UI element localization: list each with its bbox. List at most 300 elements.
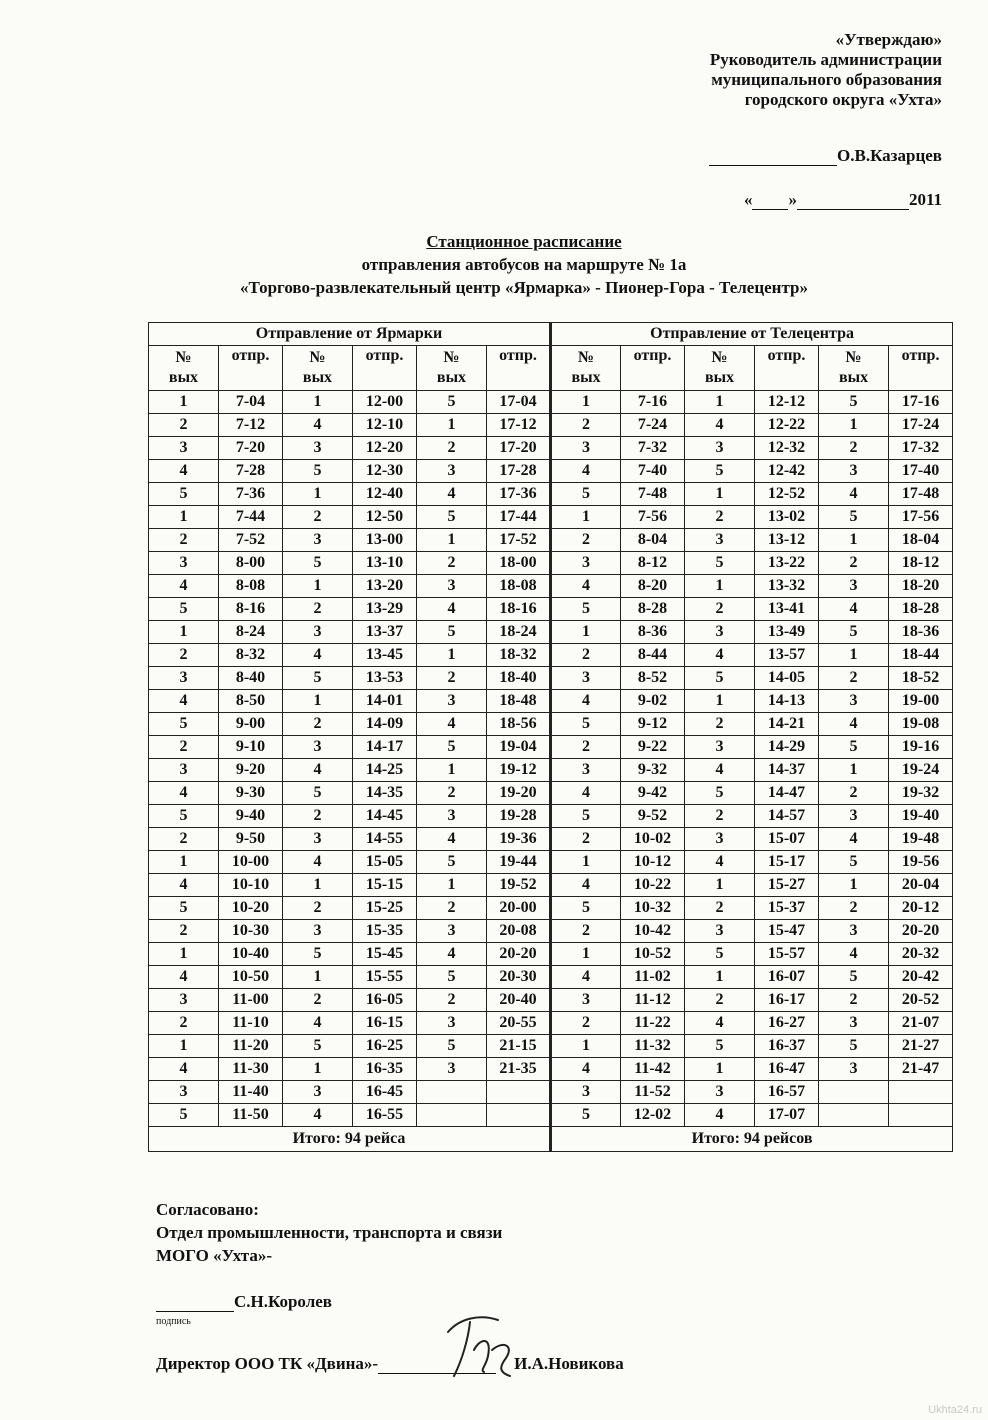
cell-departure-time: 9-20 [219, 759, 283, 782]
cell-exit-no: 5 [685, 943, 755, 966]
cell-departure-time: 17-24 [889, 414, 953, 437]
approval-position: Руководитель администрации [709, 50, 942, 69]
table-row [149, 460, 953, 483]
cell-departure-time: 8-08 [219, 575, 283, 598]
cell-exit-no: 2 [551, 828, 621, 851]
cell-departure-time: 12-40 [353, 483, 417, 506]
cell-departure-time: 14-47 [755, 782, 819, 805]
cell-departure-time: 14-13 [755, 690, 819, 713]
cell-departure-time: 20-20 [889, 920, 953, 943]
cell-departure-time: 17-40 [889, 460, 953, 483]
totals-row [149, 1127, 953, 1152]
cell-departure-time: 11-40 [219, 1081, 283, 1104]
cell-exit-no: 1 [819, 874, 889, 897]
cell-departure-time: 20-30 [487, 966, 551, 989]
approval-organization: муниципального образования [711, 70, 942, 89]
cell-departure-time [889, 1104, 953, 1127]
cell-departure-time: 7-04 [219, 391, 283, 414]
cell-departure-time: 12-50 [353, 506, 417, 529]
cell-exit-no: 3 [417, 1012, 487, 1035]
cell-departure-time: 17-07 [755, 1104, 819, 1127]
cell-exit-no: 2 [149, 736, 219, 759]
cell-exit-no: 3 [149, 437, 219, 460]
cell-departure-time: 18-20 [889, 575, 953, 598]
cell-exit-no: 1 [819, 644, 889, 667]
cell-exit-no: 4 [551, 575, 621, 598]
cell-exit-no: 3 [685, 828, 755, 851]
cell-departure-time: 14-37 [755, 759, 819, 782]
agreed-municipality: МОГО «Ухта»- [156, 1246, 273, 1265]
cell-exit-no: 5 [417, 966, 487, 989]
cell-exit-no: 4 [417, 713, 487, 736]
cell-departure-time: 9-10 [219, 736, 283, 759]
cell-exit-no: 1 [685, 391, 755, 414]
cell-departure-time: 8-12 [621, 552, 685, 575]
cell-departure-time: 10-42 [621, 920, 685, 943]
table-row [149, 897, 953, 920]
cell-departure-time: 13-57 [755, 644, 819, 667]
cell-departure-time: 15-05 [353, 851, 417, 874]
cell-exit-no: 2 [551, 920, 621, 943]
cell-exit-no: 3 [819, 805, 889, 828]
cell-departure-time: 18-40 [487, 667, 551, 690]
cell-departure-time: 19-12 [487, 759, 551, 782]
table-row [149, 1058, 953, 1081]
cell-departure-time: 13-02 [755, 506, 819, 529]
cell-exit-no: 4 [819, 713, 889, 736]
cell-departure-time: 16-45 [353, 1081, 417, 1104]
cell-exit-no: 1 [551, 506, 621, 529]
cell-exit-no: 4 [283, 759, 353, 782]
cell-departure-time: 16-05 [353, 989, 417, 1012]
cell-departure-time: 17-16 [889, 391, 953, 414]
cell-departure-time: 8-44 [621, 644, 685, 667]
table-row [149, 552, 953, 575]
cell-exit-no: 3 [149, 667, 219, 690]
cell-departure-time: 7-28 [219, 460, 283, 483]
approval-date-line [709, 190, 942, 210]
cell-departure-time: 15-27 [755, 874, 819, 897]
cell-exit-no: 4 [283, 644, 353, 667]
cell-exit-no: 4 [685, 759, 755, 782]
cell-exit-no: 1 [149, 506, 219, 529]
cell-departure-time: 7-36 [219, 483, 283, 506]
cell-departure-time: 7-52 [219, 529, 283, 552]
cell-departure-time: 18-36 [889, 621, 953, 644]
cell-departure-time: 11-42 [621, 1058, 685, 1081]
cell-exit-no: 3 [685, 437, 755, 460]
cell-exit-no: 5 [551, 805, 621, 828]
cell-exit-no: 5 [819, 506, 889, 529]
cell-exit-no: 1 [417, 414, 487, 437]
cell-departure-time: 20-55 [487, 1012, 551, 1035]
cell-exit-no: 2 [149, 414, 219, 437]
table-row [149, 782, 953, 805]
cell-departure-time: 13-41 [755, 598, 819, 621]
cell-exit-no: 4 [685, 851, 755, 874]
cell-exit-no: 3 [149, 759, 219, 782]
cell-departure-time: 11-20 [219, 1035, 283, 1058]
table-row [149, 690, 953, 713]
cell-departure-time: 18-24 [487, 621, 551, 644]
section-left-header: Отправление от Ярмарки [149, 323, 551, 346]
cell-departure-time: 20-12 [889, 897, 953, 920]
cell-exit-no: 1 [819, 529, 889, 552]
cell-exit-no: 1 [819, 414, 889, 437]
cell-exit-no: 1 [685, 575, 755, 598]
cell-exit-no: 3 [149, 1081, 219, 1104]
cell-exit-no: 5 [819, 621, 889, 644]
cell-exit-no: 5 [685, 667, 755, 690]
cell-exit-no: 3 [551, 437, 621, 460]
cell-exit-no: 4 [819, 483, 889, 506]
cell-departure-time: 15-25 [353, 897, 417, 920]
handwritten-signature [440, 1310, 530, 1390]
cell-departure-time: 13-49 [755, 621, 819, 644]
cell-exit-no: 5 [417, 506, 487, 529]
cell-departure-time: 14-09 [353, 713, 417, 736]
cell-departure-time: 7-20 [219, 437, 283, 460]
cell-exit-no: 1 [417, 644, 487, 667]
cell-exit-no: 3 [283, 529, 353, 552]
cell-departure-time: 18-08 [487, 575, 551, 598]
cell-exit-no: 4 [149, 575, 219, 598]
table-row [149, 1012, 953, 1035]
cell-departure-time: 14-35 [353, 782, 417, 805]
table-row [149, 713, 953, 736]
col-header-departure: отпр. [755, 346, 819, 391]
approval-block [709, 30, 942, 210]
cell-departure-time: 20-00 [487, 897, 551, 920]
cell-departure-time [487, 1081, 551, 1104]
cell-departure-time: 10-02 [621, 828, 685, 851]
table-row [149, 943, 953, 966]
table-row [149, 1081, 953, 1104]
cell-departure-time: 16-25 [353, 1035, 417, 1058]
cell-departure-time: 7-44 [219, 506, 283, 529]
cell-exit-no: 2 [685, 598, 755, 621]
cell-departure-time: 8-20 [621, 575, 685, 598]
cell-departure-time: 11-32 [621, 1035, 685, 1058]
cell-exit-no: 1 [685, 483, 755, 506]
table-row [149, 989, 953, 1012]
cell-exit-no: 3 [417, 690, 487, 713]
cell-exit-no: 2 [149, 920, 219, 943]
cell-exit-no: 4 [819, 828, 889, 851]
date-open-quote: « [743, 190, 753, 209]
agreement-block [156, 1198, 502, 1267]
cell-exit-no: 1 [819, 759, 889, 782]
cell-exit-no: 2 [149, 1012, 219, 1035]
cell-departure-time: 10-40 [219, 943, 283, 966]
cell-exit-no [819, 1104, 889, 1127]
cell-exit-no: 1 [551, 391, 621, 414]
cell-departure-time: 18-48 [487, 690, 551, 713]
cell-exit-no: 4 [283, 414, 353, 437]
cell-departure-time: 13-32 [755, 575, 819, 598]
signature-caption: подпись [156, 1316, 191, 1327]
cell-departure-time: 20-40 [487, 989, 551, 1012]
cell-exit-no: 1 [149, 851, 219, 874]
cell-departure-time: 17-48 [889, 483, 953, 506]
cell-departure-time: 11-10 [219, 1012, 283, 1035]
signature-blank [156, 1293, 234, 1312]
approval-signature-line [709, 146, 942, 166]
cell-exit-no [417, 1104, 487, 1127]
cell-departure-time: 9-42 [621, 782, 685, 805]
table-row [149, 644, 953, 667]
cell-exit-no: 1 [551, 1035, 621, 1058]
cell-exit-no: 2 [551, 529, 621, 552]
section-right-header: Отправление от Телецентра [551, 323, 953, 346]
cell-exit-no: 2 [819, 667, 889, 690]
cell-departure-time: 18-32 [487, 644, 551, 667]
cell-exit-no: 5 [551, 713, 621, 736]
cell-departure-time: 10-12 [621, 851, 685, 874]
col-header-departure: отпр. [889, 346, 953, 391]
approval-district: городского округа «Ухта» [744, 90, 942, 109]
cell-departure-time: 15-15 [353, 874, 417, 897]
cell-departure-time: 18-00 [487, 552, 551, 575]
cell-exit-no: 5 [283, 460, 353, 483]
cell-departure-time: 11-22 [621, 1012, 685, 1035]
cell-departure-time: 7-12 [219, 414, 283, 437]
cell-exit-no: 5 [417, 736, 487, 759]
cell-exit-no: 1 [551, 851, 621, 874]
cell-departure-time: 14-57 [755, 805, 819, 828]
cell-departure-time: 10-22 [621, 874, 685, 897]
cell-exit-no: 2 [149, 529, 219, 552]
cell-exit-no: 2 [417, 552, 487, 575]
cell-exit-no: 4 [551, 874, 621, 897]
cell-departure-time: 9-32 [621, 759, 685, 782]
cell-departure-time: 10-50 [219, 966, 283, 989]
cell-departure-time: 9-12 [621, 713, 685, 736]
cell-departure-time: 13-12 [755, 529, 819, 552]
date-close-quote: » [788, 190, 797, 209]
table-row [149, 805, 953, 828]
cell-exit-no: 4 [283, 851, 353, 874]
col-header-exit-label: вых [838, 369, 869, 386]
cell-departure-time: 19-16 [889, 736, 953, 759]
title-main: Станционное расписание [426, 232, 622, 251]
cell-exit-no: 5 [551, 483, 621, 506]
table-row [149, 667, 953, 690]
cell-departure-time: 21-35 [487, 1058, 551, 1081]
cell-exit-no: 4 [149, 1058, 219, 1081]
cell-departure-time: 11-52 [621, 1081, 685, 1104]
cell-departure-time: 10-20 [219, 897, 283, 920]
cell-exit-no: 2 [685, 713, 755, 736]
cell-departure-time: 8-24 [219, 621, 283, 644]
cell-exit-no: 5 [685, 1035, 755, 1058]
cell-departure-time: 17-12 [487, 414, 551, 437]
cell-exit-no: 5 [149, 1104, 219, 1127]
signature-blank [709, 149, 837, 166]
director-label: Директор ООО ТК «Двина»- [156, 1354, 379, 1373]
cell-exit-no: 4 [551, 1058, 621, 1081]
cell-departure-time: 17-44 [487, 506, 551, 529]
cell-exit-no: 2 [283, 598, 353, 621]
table-row [149, 851, 953, 874]
col-header-departure: отпр. [487, 346, 551, 391]
cell-departure-time: 11-02 [621, 966, 685, 989]
cell-exit-no: 5 [417, 621, 487, 644]
cell-exit-no: 2 [417, 782, 487, 805]
cell-departure-time: 19-04 [487, 736, 551, 759]
cell-departure-time: 18-28 [889, 598, 953, 621]
cell-departure-time: 20-20 [487, 943, 551, 966]
cell-exit-no: 4 [685, 1104, 755, 1127]
cell-exit-no: 1 [149, 621, 219, 644]
cell-departure-time: 18-04 [889, 529, 953, 552]
cell-exit-no: 4 [685, 414, 755, 437]
cell-departure-time: 19-24 [889, 759, 953, 782]
cell-exit-no: 1 [685, 966, 755, 989]
director-line [156, 1354, 624, 1374]
cell-departure-time: 15-35 [353, 920, 417, 943]
cell-departure-time: 20-42 [889, 966, 953, 989]
col-header-no-symbol: № [175, 349, 192, 366]
cell-exit-no: 1 [283, 874, 353, 897]
table-row [149, 1104, 953, 1127]
cell-exit-no: 2 [417, 897, 487, 920]
table-row [149, 920, 953, 943]
cell-exit-no: 1 [283, 575, 353, 598]
cell-exit-no: 3 [551, 667, 621, 690]
cell-exit-no: 2 [685, 897, 755, 920]
cell-departure-time: 12-00 [353, 391, 417, 414]
cell-departure-time: 14-17 [353, 736, 417, 759]
cell-exit-no: 3 [283, 437, 353, 460]
cell-exit-no: 4 [149, 966, 219, 989]
section-header-row [149, 323, 953, 346]
cell-exit-no: 5 [283, 1035, 353, 1058]
cell-departure-time: 19-28 [487, 805, 551, 828]
cell-exit-no [417, 1081, 487, 1104]
cell-exit-no: 4 [551, 966, 621, 989]
cell-exit-no: 2 [819, 897, 889, 920]
cell-departure-time: 11-12 [621, 989, 685, 1012]
cell-departure-time: 15-55 [353, 966, 417, 989]
col-header-exit-no [417, 346, 487, 391]
cell-exit-no: 3 [819, 920, 889, 943]
cell-departure-time: 16-37 [755, 1035, 819, 1058]
cell-exit-no: 3 [551, 759, 621, 782]
cell-exit-no: 4 [819, 943, 889, 966]
cell-departure-time: 13-37 [353, 621, 417, 644]
cell-exit-no: 5 [149, 805, 219, 828]
cell-departure-time: 14-21 [755, 713, 819, 736]
cell-departure-time: 8-28 [621, 598, 685, 621]
cell-exit-no: 5 [417, 851, 487, 874]
cell-departure-time: 8-50 [219, 690, 283, 713]
cell-departure-time: 19-40 [889, 805, 953, 828]
cell-departure-time: 16-55 [353, 1104, 417, 1127]
cell-departure-time: 10-10 [219, 874, 283, 897]
cell-exit-no: 3 [685, 529, 755, 552]
cell-exit-no: 1 [417, 874, 487, 897]
title-subtitle: отправления автобусов на маршруте № 1а [361, 255, 687, 274]
cell-exit-no: 2 [685, 989, 755, 1012]
cell-departure-time: 15-45 [353, 943, 417, 966]
cell-exit-no: 2 [149, 828, 219, 851]
cell-exit-no: 1 [685, 874, 755, 897]
cell-exit-no: 3 [819, 1058, 889, 1081]
cell-departure-time: 17-36 [487, 483, 551, 506]
cell-exit-no: 3 [685, 1081, 755, 1104]
cell-exit-no: 4 [149, 782, 219, 805]
col-header-departure: отпр. [621, 346, 685, 391]
cell-exit-no: 4 [149, 690, 219, 713]
column-header-row [149, 346, 953, 391]
table-row [149, 529, 953, 552]
cell-departure-time: 18-44 [889, 644, 953, 667]
col-header-exit-no [283, 346, 353, 391]
table-row [149, 621, 953, 644]
cell-departure-time: 8-32 [219, 644, 283, 667]
col-header-exit-no [149, 346, 219, 391]
cell-exit-no: 5 [283, 552, 353, 575]
schedule-table [148, 322, 953, 1152]
cell-exit-no: 1 [551, 943, 621, 966]
cell-exit-no: 2 [417, 437, 487, 460]
cell-exit-no: 1 [417, 759, 487, 782]
cell-exit-no: 2 [417, 667, 487, 690]
cell-departure-time: 16-27 [755, 1012, 819, 1035]
cell-exit-no: 3 [819, 690, 889, 713]
col-header-exit-label: вых [704, 369, 735, 386]
cell-departure-time: 9-50 [219, 828, 283, 851]
cell-departure-time: 13-45 [353, 644, 417, 667]
col-header-exit-no [551, 346, 621, 391]
cell-departure-time: 20-08 [487, 920, 551, 943]
cell-exit-no: 2 [819, 552, 889, 575]
cell-departure-time: 7-40 [621, 460, 685, 483]
cell-departure-time: 19-08 [889, 713, 953, 736]
cell-exit-no: 3 [417, 460, 487, 483]
cell-departure-time: 14-25 [353, 759, 417, 782]
table-row [149, 1035, 953, 1058]
cell-departure-time: 19-44 [487, 851, 551, 874]
cell-departure-time: 13-00 [353, 529, 417, 552]
cell-exit-no: 3 [551, 552, 621, 575]
cell-departure-time: 18-56 [487, 713, 551, 736]
cell-exit-no: 1 [685, 1058, 755, 1081]
cell-exit-no: 3 [685, 736, 755, 759]
col-header-no-symbol: № [845, 349, 862, 366]
cell-exit-no: 4 [149, 874, 219, 897]
cell-exit-no: 5 [819, 966, 889, 989]
cell-departure-time: 20-04 [889, 874, 953, 897]
cell-exit-no: 1 [283, 483, 353, 506]
approval-heading: «Утверждаю» [835, 30, 942, 49]
cell-exit-no: 2 [283, 506, 353, 529]
cell-departure-time: 19-36 [487, 828, 551, 851]
cell-exit-no: 3 [417, 920, 487, 943]
cell-exit-no: 2 [819, 782, 889, 805]
cell-exit-no: 5 [283, 943, 353, 966]
cell-departure-time: 17-04 [487, 391, 551, 414]
cell-departure-time: 12-02 [621, 1104, 685, 1127]
col-header-exit-no [685, 346, 755, 391]
cell-departure-time: 17-32 [889, 437, 953, 460]
cell-exit-no: 2 [283, 713, 353, 736]
cell-departure-time: 12-22 [755, 414, 819, 437]
agreed-signer: С.Н.Королев [234, 1292, 332, 1311]
cell-exit-no: 1 [283, 391, 353, 414]
cell-departure-time: 16-07 [755, 966, 819, 989]
